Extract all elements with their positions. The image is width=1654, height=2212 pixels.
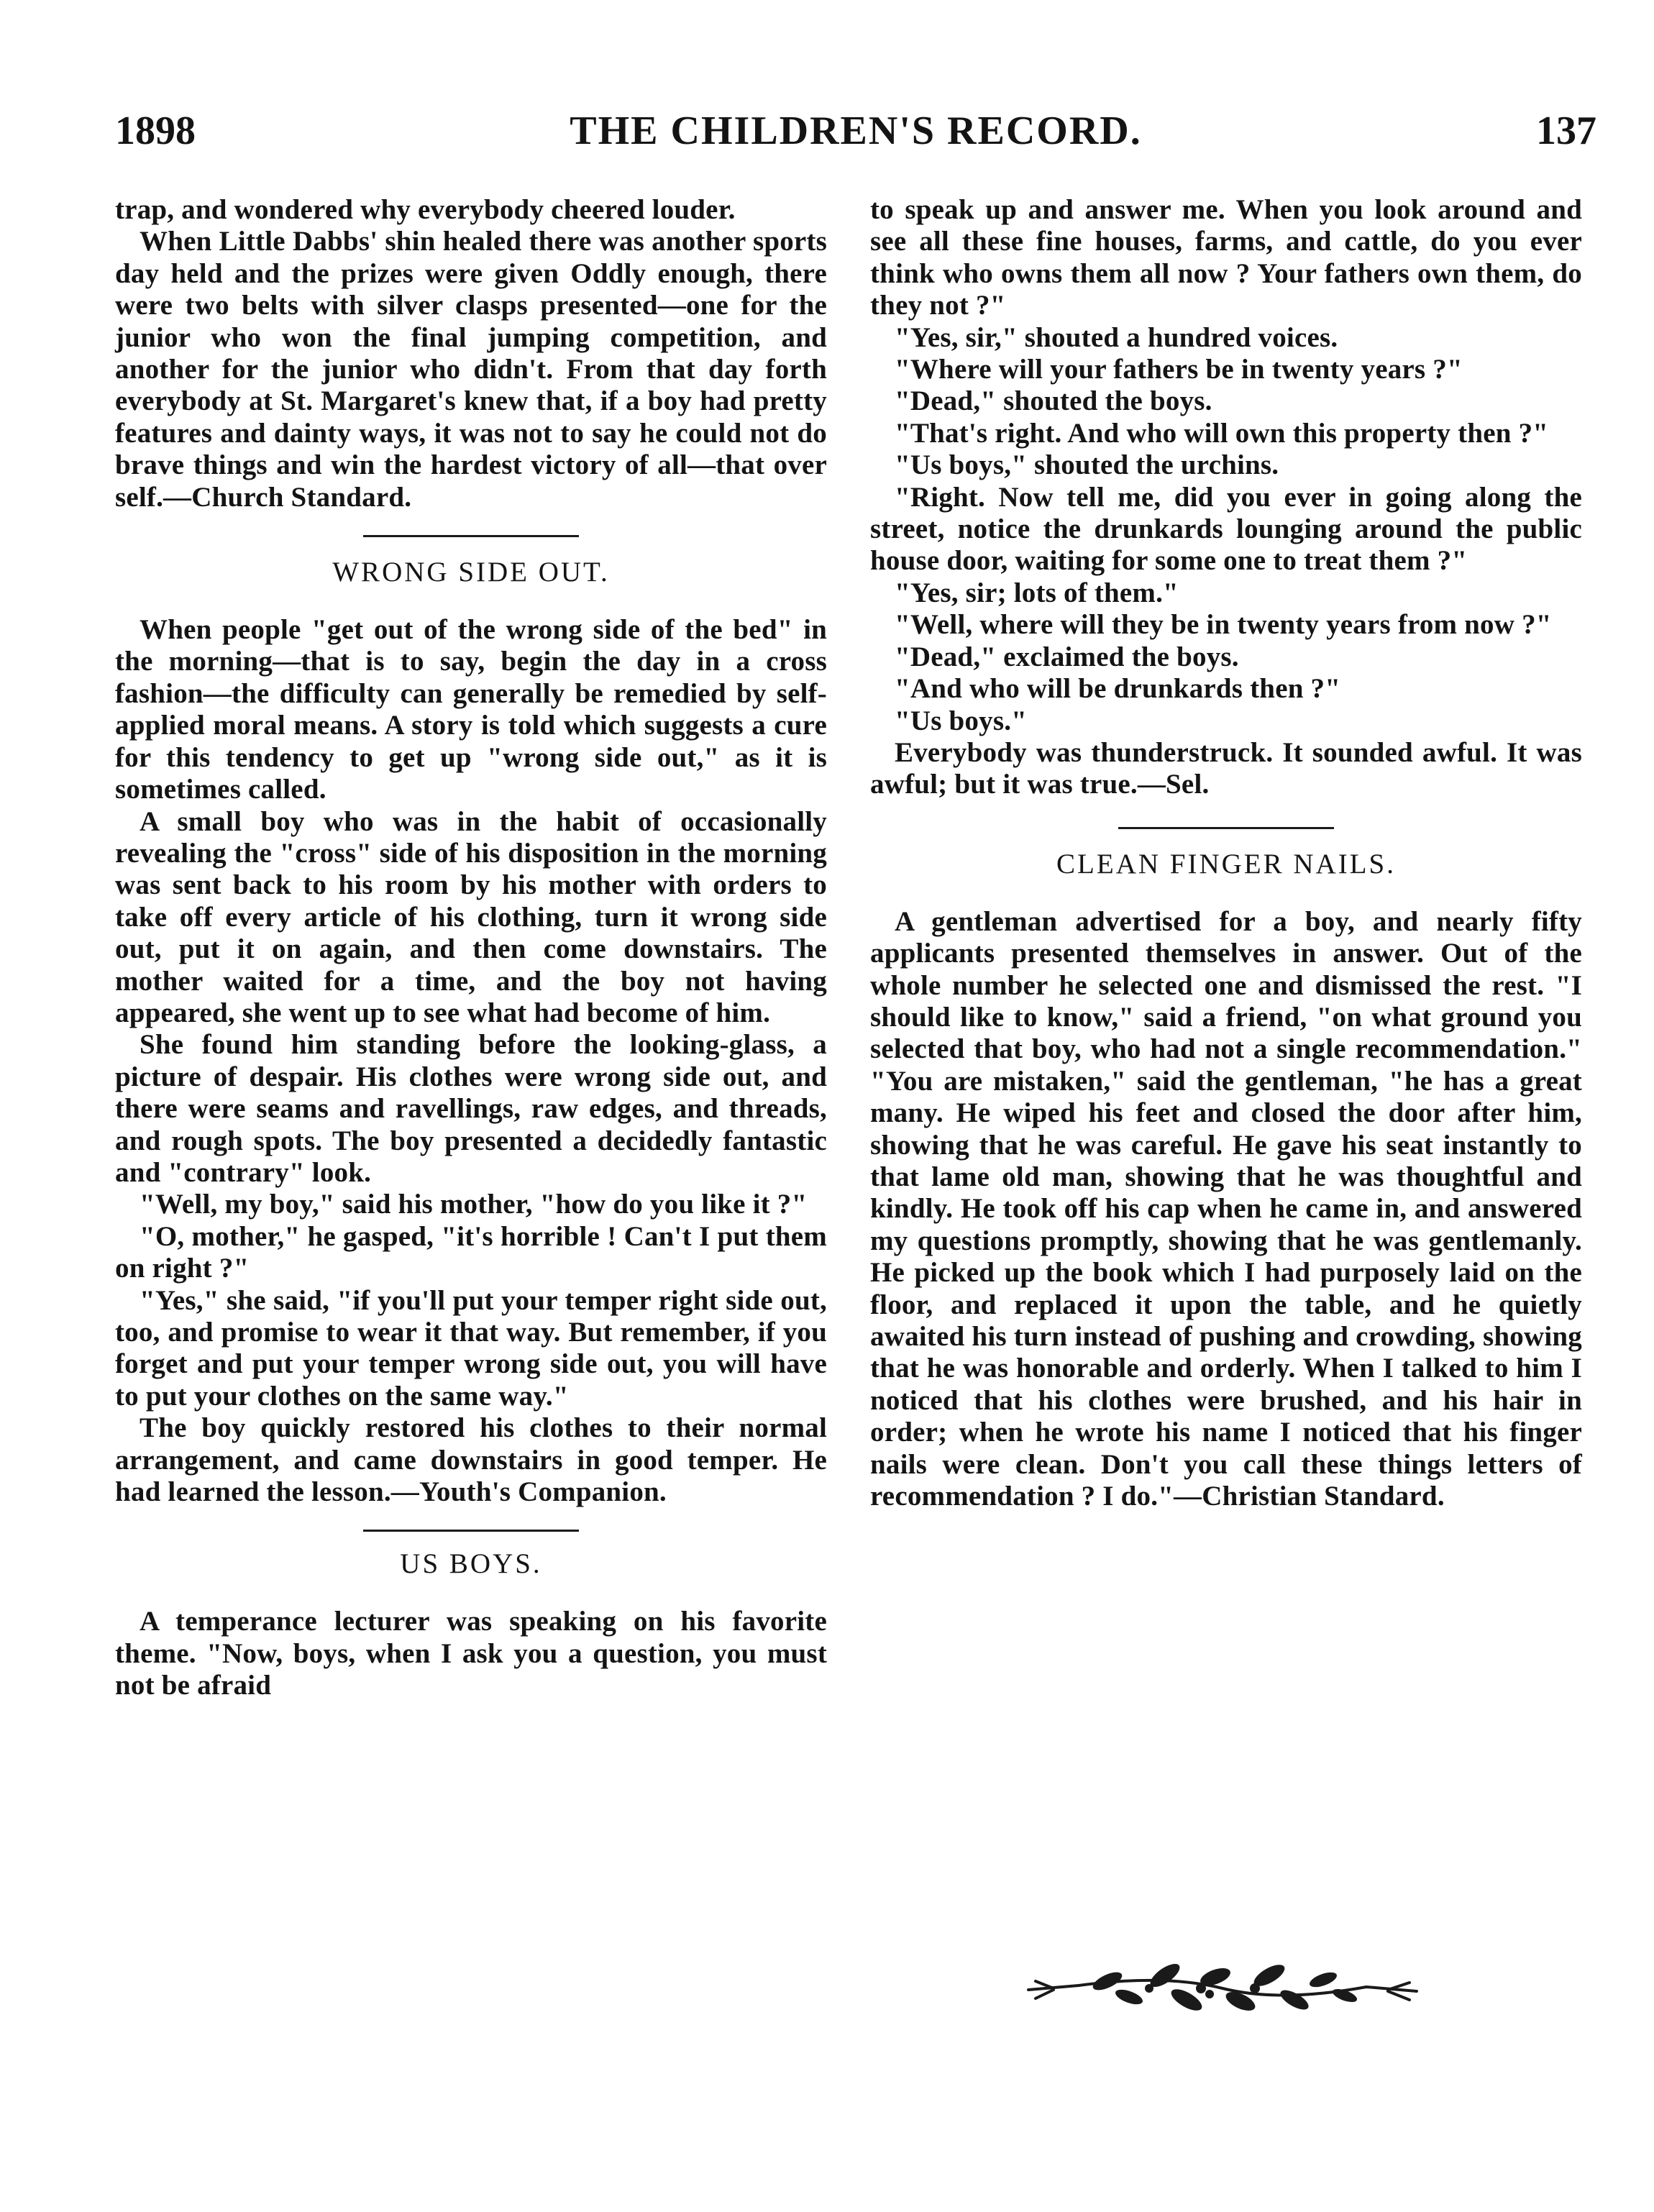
article-paragraph: "And who will be drunkards then ?" (895, 673, 1341, 705)
article-paragraph: "Where will your fathers be in twenty years ?" (895, 354, 1463, 385)
article-paragraph: "Yes, sir," shouted a hundred voices. (895, 321, 1338, 353)
section-divider (363, 1530, 579, 1532)
article-paragraph: "Dead," shouted the boys. (895, 385, 1212, 417)
article-paragraph: "Well, where will they be in twenty years from now ?" (895, 609, 1552, 641)
section-title-us-boys: US BOYS. (400, 1548, 542, 1580)
article-paragraph: "Us boys," shouted the urchins. (895, 449, 1279, 481)
continued-paragraph: trap, and wondered why everybody cheered louder. (115, 194, 736, 225)
article-paragraph: "Yes, sir; lots of them." (895, 577, 1179, 608)
article-paragraph: "Us boys." (895, 705, 1028, 736)
holly-sprig-ornament-icon (1021, 1960, 1424, 2017)
header-page-number: 137 (1536, 109, 1596, 153)
article-paragraph: "Yes," she said, "if you'll put your temper right side out, too, and promise to wear it that way. But remember, if you forget and put your temper wrong side out, you will have to put your clothes on the same way." (115, 1284, 827, 1412)
continued-paragraph: When Little Dabbs' shin healed there was another sports day held and the prizes were given Oddly enough, there were two belts with silver clasps presented—one for the junior who won the final jumping competition, and another for the junior who didn't. From that day forth everybody at St. Margaret's knew that, if a boy had pretty features and dainty ways, it was not to say he could not do brave things and win the hardest victory of all—that over self.—Church Standard. (115, 226, 827, 513)
article-paragraph: A small boy who was in the habit of occasionally revealing the "cross" side of his disposition in the morning was sent back to his room by his mother with orders to take off every article of his clothing, turn it wrong side out, put it on again, and then come downstairs. The mother waited for a time, and the boy not having appeared, she went up to see what had become of him. (115, 805, 827, 1028)
article-paragraph: When people "get out of the wrong side of the bed" in the morning—that is to say, begin the day in a cross fashion—the difficulty can generally be remedied by self-applied moral means. A story is told which suggests a cure for this tendency to get up "wrong side out," as it is sometimes called. (115, 614, 827, 805)
article-paragraph: "Right. Now tell me, did you ever in going along the street, notice the drunkards lounging around the public house door, waiting for some one to treat them ?" (870, 481, 1582, 577)
article-paragraph: "Well, my boy," said his mother, "how do you like it ?" (140, 1189, 808, 1220)
header-title: THE CHILDREN'S RECORD. (570, 109, 1142, 153)
section-title-clean-finger-nails: CLEAN FINGER NAILS. (1056, 848, 1396, 879)
article-paragraph: "O, mother," he gasped, "it's horrible ! Can't I put them on right ?" (115, 1220, 827, 1284)
article-paragraph: A temperance lecturer was speaking on his favorite theme. "Now, boys, when I ask you a question, you must not be afraid (115, 1606, 827, 1701)
section-divider (363, 535, 579, 537)
right-column (870, 194, 1582, 1512)
page-header (115, 108, 1596, 165)
left-column (115, 194, 827, 1702)
section-divider (1118, 827, 1334, 829)
article-paragraph: "Dead," exclaimed the boys. (895, 641, 1239, 672)
article-paragraph: Everybody was thunderstruck. It sounded awful. It was awful; but it was true.—Sel. (870, 736, 1582, 800)
article-paragraph: to speak up and answer me. When you look around and see all these fine houses, farms, and cattle, do you ever think who owns them all now ? Your fathers own them, do they not ?" (870, 194, 1582, 321)
article-paragraph: A gentleman advertised for a boy, and nearly fifty applicants presented themselves in answer. Out of the whole number he selected one and dismissed the rest. "I should like to know," said a friend, "on what ground you selected that boy, who had not a single recommendation." "You are mistaken," said the gentleman, "he has a great many. He wiped his feet and closed the door after him, showing that he was careful. He gave his seat instantly to that lame old man, showing that he was thoughtful and kindly. He took off his cap when he came in, and answered my questions promptly, showing that he was gentlemanly. He picked up the book which I had purposely laid on the floor, and replaced it upon the table, and he quietly awaited his turn instead of pushing and crowding, showing that he was honorable and orderly. When I talked to him I noticed that his clothes were brushed, and his hair in order; when he wrote his name I noticed that his finger nails were clean. Don't you call these things letters of recommendation ? I do."—Christian Standard. (870, 905, 1582, 1512)
section-title-wrong-side-out: WRONG SIDE OUT. (332, 557, 610, 588)
article-paragraph: She found him standing before the looking-glass, a picture of despair. His clothes were wrong side out, and there were seams and ravellings, raw edges, and threads, and rough spots. The boy presented a decidedly fantastic and "contrary" look. (115, 1029, 827, 1188)
article-paragraph: The boy quickly restored his clothes to their normal arrangement, and came downstairs in good temper. He had learned the lesson.—Youth's Companion. (115, 1412, 827, 1508)
header-year: 1898 (115, 109, 196, 153)
article-paragraph: "That's right. And who will own this property then ?" (895, 417, 1549, 449)
